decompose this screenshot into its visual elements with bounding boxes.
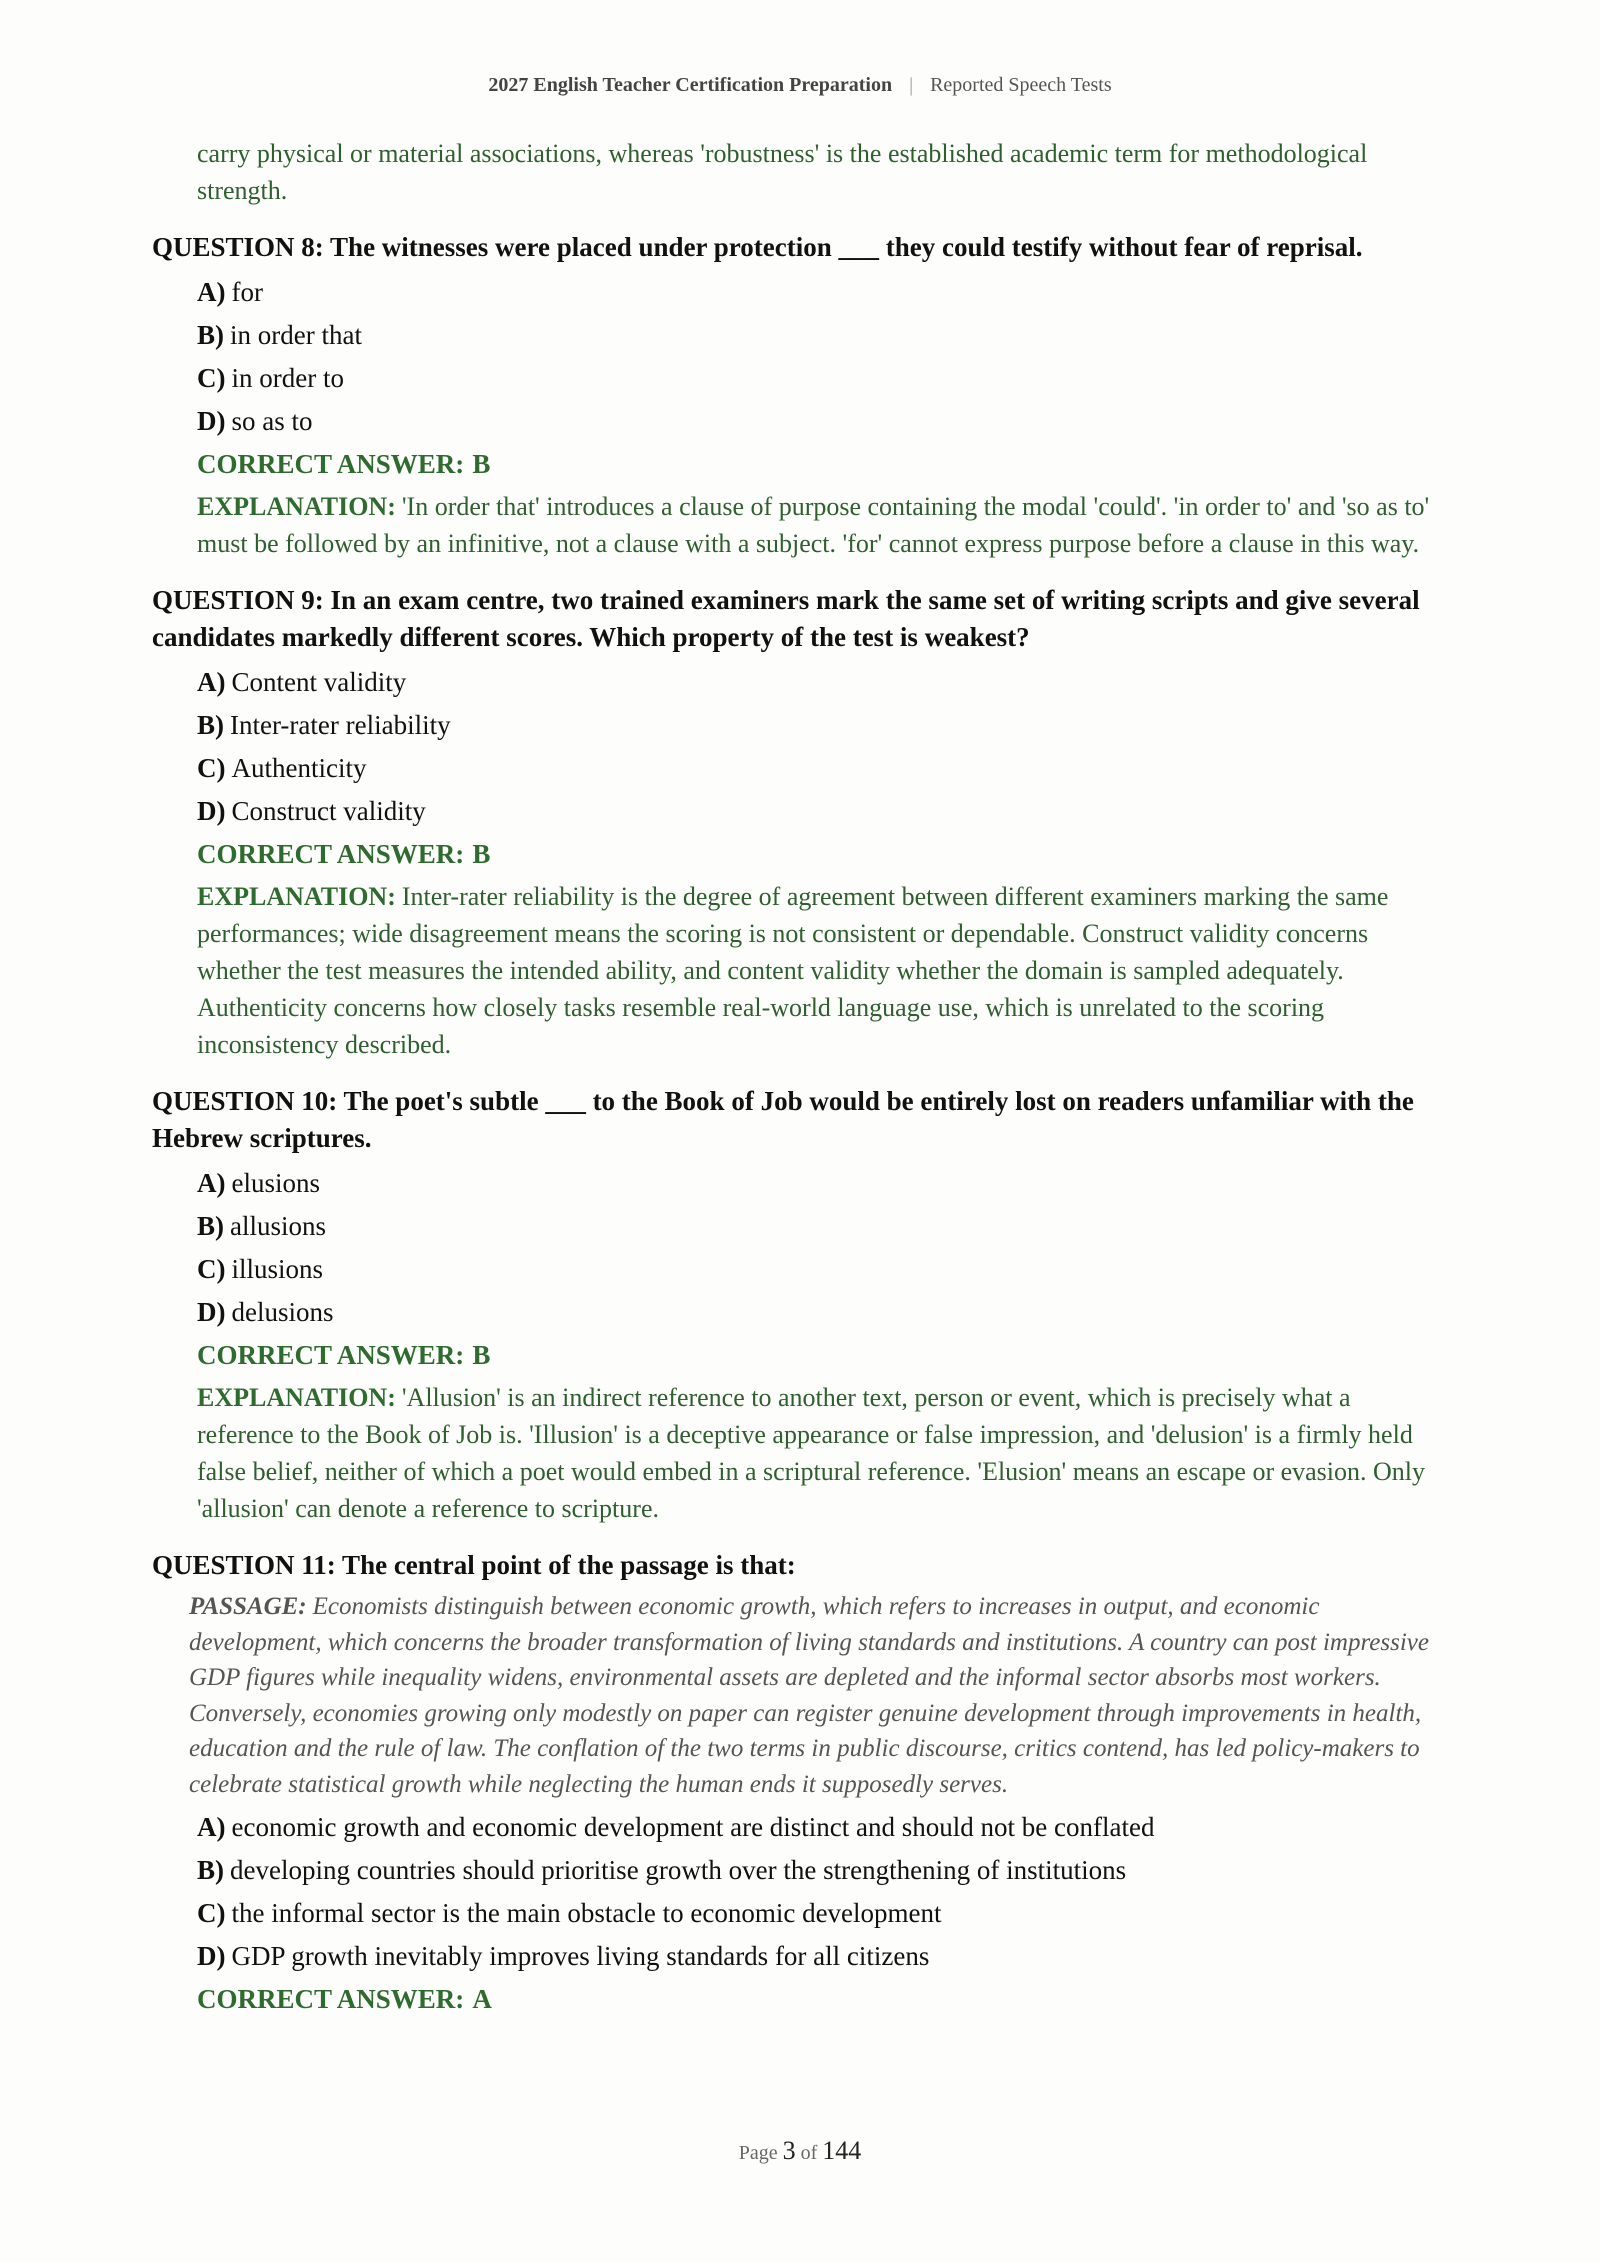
option-text: allusions [230,1211,327,1241]
option-letter: B) [197,1211,224,1241]
option-d [197,400,1442,443]
footer-page-word: Page [738,2142,778,2164]
option-text: for [231,277,263,307]
correct-answer [197,1978,1442,2021]
explanation [197,1379,1442,1527]
correct-answer-label: CORRECT ANSWER: [197,1984,465,2014]
option-c [197,1892,1442,1935]
options-list [197,1162,1442,1334]
total-pages: 144 [822,2136,862,2165]
option-text: delusions [231,1297,334,1327]
reading-passage [189,1589,1442,1802]
option-d [197,1291,1442,1334]
option-letter: D) [197,1297,226,1327]
option-letter: A) [197,1168,226,1198]
option-letter: D) [197,406,226,436]
header-title: 2027 English Teacher Certification Preparation [488,74,893,96]
correct-answer [197,443,1442,486]
correct-answer-label: CORRECT ANSWER: [197,1340,465,1370]
option-c [197,1248,1442,1291]
question-8 [152,229,1442,562]
correct-answer-label: CORRECT ANSWER: [197,839,465,869]
option-a [197,271,1442,314]
option-letter: A) [197,667,226,697]
explanation [197,878,1442,1063]
page-header [0,74,1600,97]
option-text: Inter-rater reliability [230,710,451,740]
explanation-label: EXPLANATION: [197,492,396,521]
option-letter: A) [197,1812,226,1842]
correct-answer-value: B [472,1340,491,1370]
option-c [197,357,1442,400]
option-letter: A) [197,277,226,307]
option-a [197,661,1442,704]
option-b [197,314,1442,357]
question-10 [152,1083,1442,1527]
header-subtitle: Reported Speech Tests [930,74,1112,96]
current-page-number: 3 [782,2136,796,2165]
explanation-text: 'In order that' introduces a clause of purpose containing the modal 'could'. 'in order to' and 'so as to' must be followed by an infinitive, not a clause with a subject. 'for' cannot express purpose before a clause in this way. [197,492,1430,558]
continued-explanation: carry physical or material associations, whereas 'robustness' is the established academic term for methodological strength. [197,139,1368,205]
footer-of-word: of [800,2142,818,2164]
option-letter: B) [197,710,224,740]
options-list [197,661,1442,833]
option-letter: D) [197,1941,226,1971]
option-text: Authenticity [231,753,367,783]
option-text: Construct validity [231,796,426,826]
option-text: GDP growth inevitably improves living standards for all citizens [231,1941,930,1971]
explanation [197,488,1442,562]
option-text: developing countries should prioritise growth over the strengthening of institutions [230,1855,1127,1885]
option-d [197,1935,1442,1978]
option-letter: D) [197,796,226,826]
option-text: elusions [231,1168,321,1198]
explanation-text: Inter-rater reliability is the degree of agreement between different examiners marking the same performances; wide disagreement means the scoring is not consistent or dependable. Construct validity concerns whether the test measures the intended ability, and content validity whether the domain is sampled adequately. Authenticity concerns how closely tasks resemble real-world language use, which is unrelated to the scoring inconsistency described. [197,882,1389,1059]
option-text: in order to [231,363,344,393]
option-b [197,1849,1442,1892]
question-title: QUESTION 10: The poet's subtle ___ to the Book of Job would be entirely lost on readers unfamiliar with the Hebrew scriptures. [152,1086,1414,1153]
page-footer [0,2136,1600,2166]
option-a [197,1162,1442,1205]
question-title: QUESTION 8: The witnesses were placed under protection ___ they could testify without fear of reprisal. [152,232,1363,262]
header-separator: | [909,74,914,96]
passage-label: PASSAGE: [189,1593,307,1620]
correct-answer [197,1334,1442,1377]
options-list [197,271,1442,443]
option-text: so as to [231,406,313,436]
correct-answer [197,833,1442,876]
option-a [197,1806,1442,1849]
option-b [197,1205,1442,1248]
explanation-text: 'Allusion' is an indirect reference to another text, person or event, which is precisely what a reference to the Book of Job is. 'Illusion' is a deceptive appearance or false impression, and 'delusion' is a firmly held false belief, neither of which a poet would embed in a scriptural reference. 'Elusion' means an escape or evasion. Only 'allusion' can denote a reference to scripture. [197,1383,1426,1523]
explanation-label: EXPLANATION: [197,1383,396,1412]
option-c [197,747,1442,790]
option-text: illusions [231,1254,324,1284]
option-text: in order that [230,320,362,350]
correct-answer-label: CORRECT ANSWER: [197,449,465,479]
question-9 [152,582,1442,1063]
option-letter: C) [197,753,226,783]
option-letter: B) [197,1855,224,1885]
option-text: Content validity [231,667,407,697]
option-letter: C) [197,1898,226,1928]
option-b [197,704,1442,747]
correct-answer-value: B [472,449,491,479]
option-letter: C) [197,1254,226,1284]
option-letter: B) [197,320,224,350]
option-text: economic growth and economic development are distinct and should not be conflated [231,1812,1155,1842]
correct-answer-value: B [472,839,491,869]
option-d [197,790,1442,833]
page-content [152,135,1442,2041]
option-text: the informal sector is the main obstacle to economic development [231,1898,942,1928]
options-list [197,1806,1442,1978]
question-11 [152,1547,1442,2021]
passage-text: Economists distinguish between economic growth, which refers to increases in output, and economic development, which concerns the broader transformation of living standards and institutions. A country can post impressive GDP figures while inequality widens, environmental assets are depleted and the informal sector absorbs most workers. Conversely, economies growing only modestly on paper can register genuine development through improvements in health, education and the rule of law. The conflation of the two terms in public discourse, critics contend, has led policy-makers to celebrate statistical growth while neglecting the human ends it supposedly serves. [189,1593,1429,1798]
explanation-label: EXPLANATION: [197,882,396,911]
question-title: QUESTION 11: The central point of the passage is that: [152,1550,796,1580]
option-letter: C) [197,363,226,393]
question-title: QUESTION 9: In an exam centre, two trained examiners mark the same set of writing scripts and give several candidates markedly different scores. Which property of the test is weakest? [152,585,1420,652]
correct-answer-value: A [472,1984,492,2014]
